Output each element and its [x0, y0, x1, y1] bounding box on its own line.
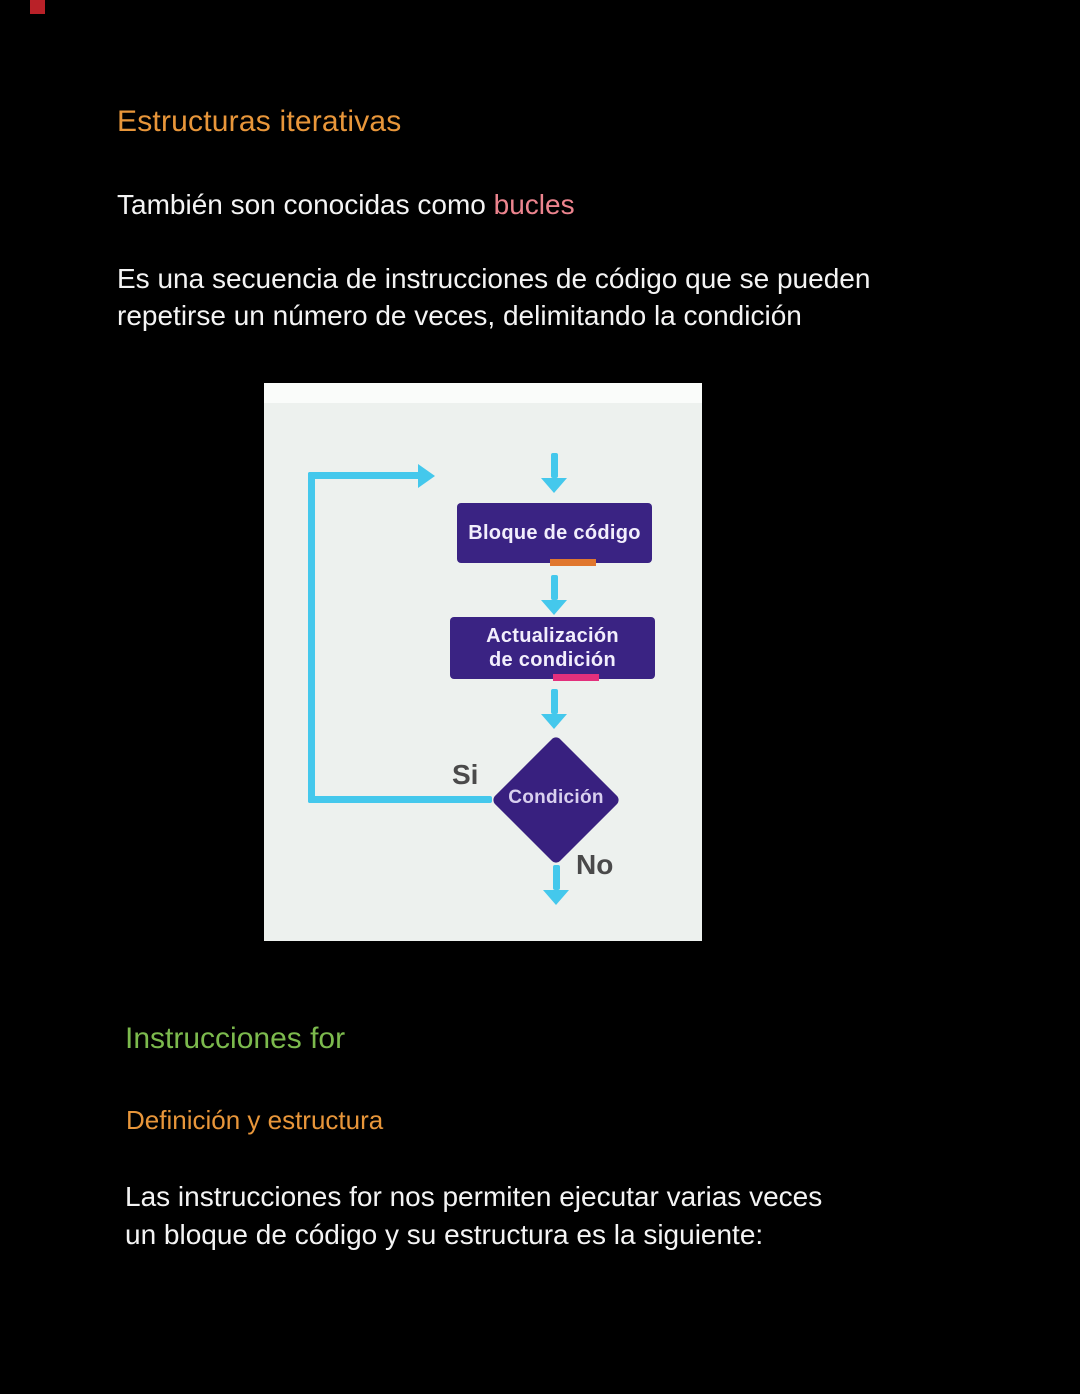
accent-pink-strip — [553, 674, 599, 681]
node-bloque-label: Bloque de código — [468, 522, 641, 544]
paragraph-definition-line1: Es una secuencia de instrucciones de código que se pueden — [117, 263, 871, 294]
corner-red-mark — [30, 0, 45, 14]
arrow-down-to-update-icon — [541, 575, 567, 615]
paragraph-for — [125, 1178, 822, 1254]
loop-arrowhead-right-icon — [418, 464, 435, 488]
branch-label-no: No — [576, 849, 614, 880]
arrow-down-exit-icon — [543, 865, 569, 905]
arrow-down-to-condition-icon — [541, 689, 567, 729]
paragraph-definition — [117, 260, 870, 334]
loop-line-left — [308, 472, 315, 803]
paragraph-for-line2: un bloque de código y su estructura es la siguiente: — [125, 1219, 764, 1250]
heading-instrucciones-for: Instrucciones for — [125, 1022, 346, 1055]
subheading-definicion-y-estructura: Definición y estructura — [126, 1105, 384, 1135]
subline-prefix: También son conocidas como — [117, 189, 494, 220]
loop-line-top — [308, 472, 420, 479]
paragraph-for-line1: Las instrucciones for nos permiten ejecutar varias veces — [125, 1181, 823, 1212]
node-actualizacion-line2: de condición — [489, 649, 616, 671]
heading-estructuras-iterativas: Estructuras iterativas — [117, 105, 402, 138]
arrow-down-entry-icon — [541, 453, 567, 493]
node-bloque-de-codigo — [457, 503, 652, 563]
loop-flowchart-image — [264, 383, 702, 941]
node-condicion-label: Condición — [508, 787, 604, 808]
flowchart-top-bar — [264, 383, 702, 403]
paragraph-definition-line2: repetirse un número de veces, delimitando la condición — [117, 300, 802, 331]
loop-line-bottom — [308, 796, 492, 803]
subline-bucles — [117, 189, 575, 221]
node-actualizacion-line1: Actualización — [486, 625, 619, 647]
branch-label-si: Si — [452, 759, 479, 790]
node-actualizacion — [450, 617, 655, 679]
accent-orange-strip — [550, 559, 596, 566]
bucles-highlight: bucles — [493, 189, 575, 220]
